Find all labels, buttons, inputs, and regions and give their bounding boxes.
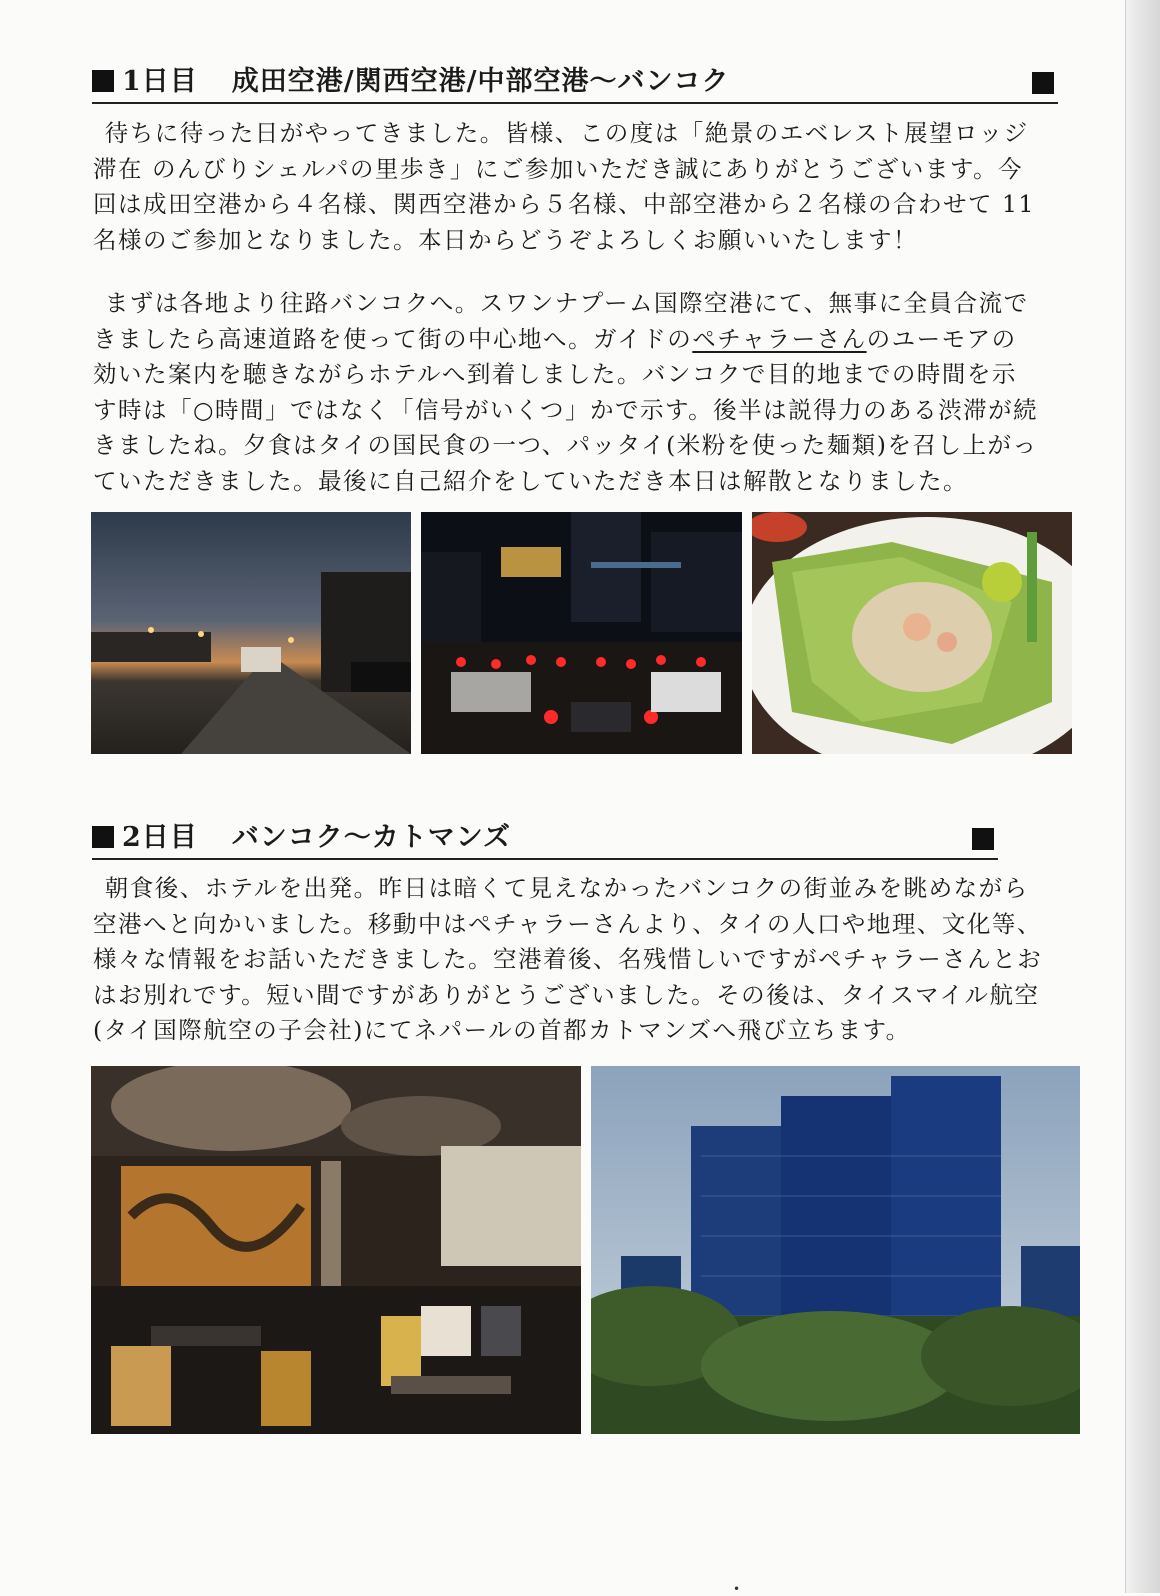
day1-paragraph-1: 待ちに待った日がやってきました。皆様、この度は「絶景のエベレスト展望ロッジ 滞在 のんびりシェルパの里歩き」にご参加いただき誠にありがとうございます。今 回は成田空港から４名様、関西空港から５名様、中部空港から２名様の合わせて 11 名様のご参加となりました。本日からどうぞよろしくお願いいたします！ (93, 119, 1035, 254)
page-edge-shadow (1125, 0, 1160, 1593)
photo-hotel-tower (591, 1066, 1080, 1434)
day1-heading (92, 62, 1058, 104)
photo-pad-thai (752, 512, 1072, 754)
day2-paragraph-1: 朝食後、ホテルを出発。昨日は暗くて見えなかったバンコクの街並みを眺めながら 空港へと向かいました。移動中はペチャラーさんより、タイの人口や地理、文化等、 様々な情報をお話いただきました。空港着後、名残惜しいですがペチャラーさんとお はお別れです。短い間ですがありがとうございました。その後は、タイスマイル航空 (タイ国際航空の子会社)にてネパールの首都カトマンズへ飛び立ちます。 (93, 874, 1043, 1044)
day1-paragraph-2-part-2: のユーモアの 効いた案内を聴きながらホテルへ到着しました。バンコクで目的地までの時間を示 す時は「○時間」ではなく「信号がいくつ」かで示す。後半は説得力のある渋滞が続 きましたね。夕食はタイの国民食の一つ、パッタイ(米粉を使った麺類)を召し上がっ ていただきました。最後に自己紹介をしていただき本日は解散となりました。 (93, 324, 1039, 495)
day1-paragraph-2-part-1: まずは各地より往路バンコクへ。スワンナプーム国際空港にて、無事に全員合流で きましたら高速道路を使って街の中心地へ。ガイドの (93, 289, 1029, 353)
guide-name-highlight: ペチャラーさん (692, 324, 867, 353)
photo-traffic-night (421, 512, 742, 754)
photo-hotel-restaurant (91, 1066, 581, 1434)
heading-end-square-marker (1032, 72, 1054, 94)
heading-end-square-marker (972, 828, 994, 850)
heading-square-marker (92, 826, 114, 848)
heading-square-marker (92, 70, 114, 92)
day1-route: 成田空港/関西空港/中部空港～バンコク (231, 66, 730, 97)
day2-label: 2日目 (122, 822, 198, 853)
day1-label: 1日目 (122, 66, 198, 97)
day1-paragraph-2 (93, 286, 1083, 499)
footer-dot: • (733, 1582, 741, 1596)
day2-heading (92, 818, 998, 860)
day2-route: バンコク～カトマンズ (231, 822, 511, 853)
photo-highway-dusk (91, 512, 411, 754)
